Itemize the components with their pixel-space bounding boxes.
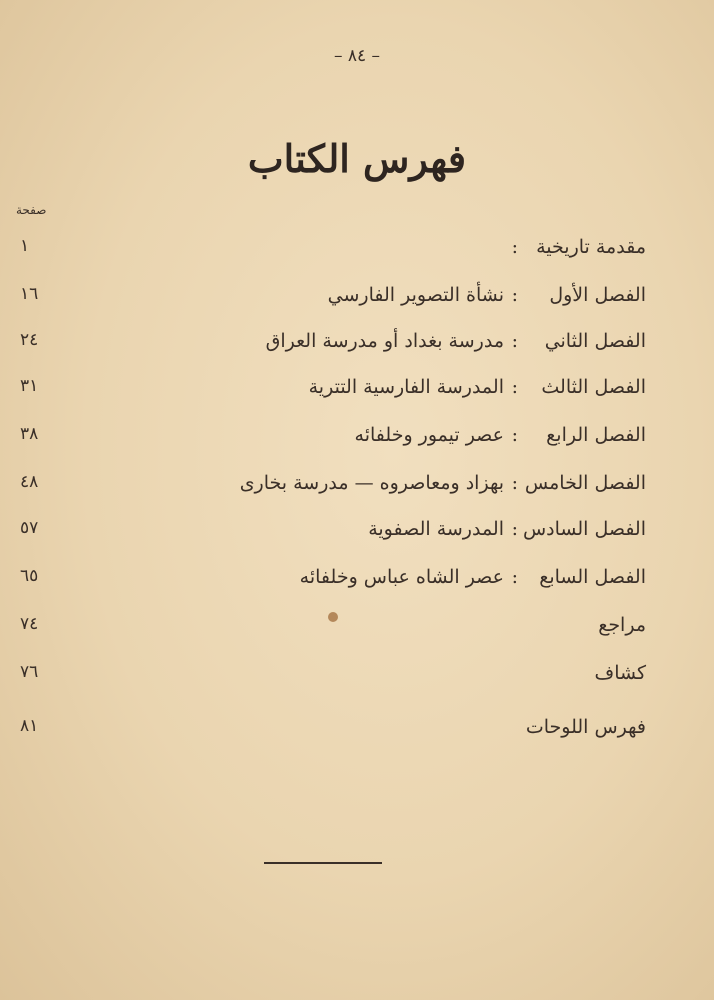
toc-entry-chapter-5[interactable] — [20, 472, 646, 512]
toc-chapter-label: الفصل الثاني — [544, 330, 646, 352]
toc-page-number: ٣١ — [20, 376, 39, 396]
toc-separator: : — [511, 518, 518, 540]
bottom-divider — [264, 862, 382, 864]
toc-separator: : — [511, 566, 518, 588]
toc-page-number: ٥٧ — [20, 518, 39, 538]
toc-separator: : — [511, 284, 518, 306]
toc-entry-chapter-2[interactable] — [20, 330, 646, 370]
toc-separator: : — [511, 330, 518, 352]
toc-page-number: ٣٨ — [20, 424, 39, 444]
toc-chapter-label: الفصل الأول — [549, 284, 646, 306]
toc-chapter-label: مراجع — [598, 614, 646, 636]
toc-entry-chapter-4[interactable] — [20, 424, 646, 464]
toc-topic: عصر تيمور وخلفائه — [354, 424, 504, 446]
toc-entry-chapter-1[interactable] — [20, 284, 646, 324]
toc-entry-introduction[interactable] — [20, 236, 646, 276]
toc-page-number: ٢٤ — [20, 330, 39, 350]
toc-entry-index[interactable] — [20, 662, 646, 702]
toc-topic: عصر الشاه عباس وخلفائه — [299, 566, 504, 588]
toc-page-number: ٦٥ — [20, 566, 39, 586]
toc-page-number: ١ — [20, 236, 30, 256]
toc-chapter-label: الفصل السابع — [539, 566, 646, 588]
toc-topic: مدرسة بغداد أو مدرسة العراق — [265, 330, 504, 352]
toc-topic: المدرسة الصفوية — [368, 518, 504, 540]
toc-separator: : — [511, 424, 518, 446]
ink-spot — [328, 612, 338, 622]
page-title: فهرس الكتاب — [247, 136, 467, 181]
toc-topic: نشأة التصوير الفارسي — [327, 284, 504, 306]
toc-page-number: ٧٦ — [20, 662, 39, 682]
toc-separator: : — [511, 376, 518, 398]
toc-chapter-label: الفصل الرابع — [546, 424, 646, 446]
toc-page-number: ٨١ — [20, 716, 39, 736]
toc-topic: بهزاد ومعاصروه — مدرسة بخارى — [239, 472, 504, 494]
toc-chapter-label: الفصل الثالث — [541, 376, 646, 398]
toc-separator: : — [511, 236, 518, 258]
page-number: – ٨٤ – — [333, 46, 381, 66]
toc-chapter-label: فهرس اللوحات — [525, 716, 646, 738]
toc-chapter-label: الفصل السادس — [522, 518, 646, 540]
toc-chapter-label: كشاف — [594, 662, 646, 684]
page-column-header: صفحة — [16, 203, 47, 217]
toc-topic: المدرسة الفارسية التترية — [308, 376, 504, 398]
toc-entry-chapter-7[interactable] — [20, 566, 646, 606]
toc-chapter-label: الفصل الخامس — [524, 472, 646, 494]
toc-chapter-label: مقدمة تاريخية — [536, 236, 646, 258]
toc-entry-chapter-3[interactable] — [20, 376, 646, 416]
toc-page-number: ١٦ — [20, 284, 39, 304]
toc-separator: : — [511, 472, 518, 494]
toc-page-number: ٧٤ — [20, 614, 39, 634]
toc-page-number: ٤٨ — [20, 472, 39, 492]
toc-entry-chapter-6[interactable] — [20, 518, 646, 558]
toc-entry-plates[interactable] — [20, 716, 646, 756]
